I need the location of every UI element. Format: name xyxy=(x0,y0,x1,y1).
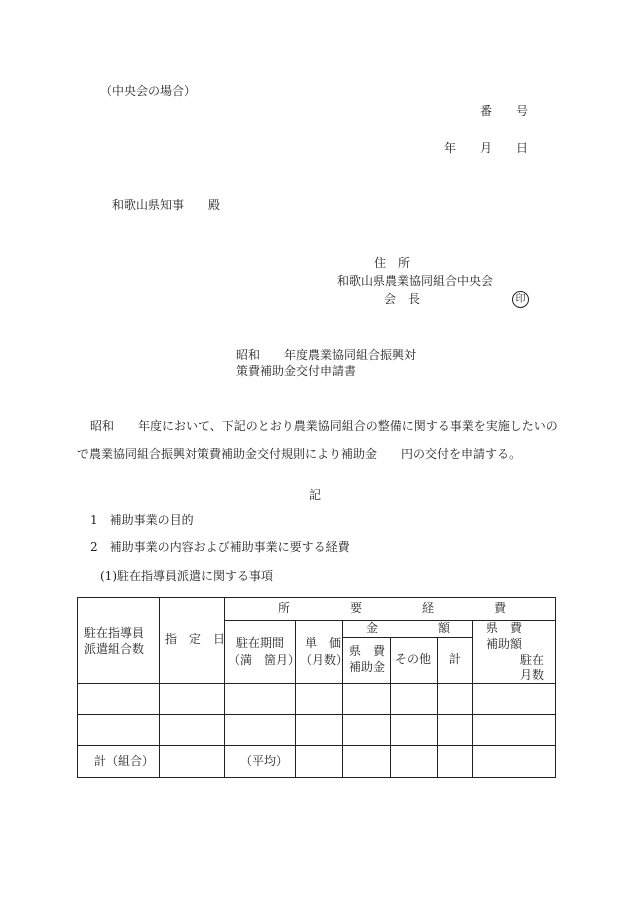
col-subsidy-line3: 駐在 xyxy=(520,653,545,667)
col-other: その他 xyxy=(395,652,432,666)
date-label: 年 月 日 xyxy=(444,141,529,155)
col-period-line2: （満 箇月） xyxy=(228,653,301,667)
col-union-line1: 駐在指導員 xyxy=(84,626,145,640)
item-2: 2 補助事業の内容および補助事業に要する経費 xyxy=(90,540,350,554)
number-label: 番 号 xyxy=(480,104,529,118)
col-unit-line2: （月数） xyxy=(300,653,349,667)
col-pref-line2: 補助金 xyxy=(349,660,386,674)
document-title-line1: 昭和 年度農業協同組合振興対 xyxy=(236,348,417,362)
footer-total: 計（組合） xyxy=(94,754,155,768)
group-expense: 所 要 経 費 xyxy=(278,601,507,615)
col-subsidy-line2: 補助額 xyxy=(486,637,523,651)
applicant-org: 和歌山県農業協同組合中央会 xyxy=(337,274,494,288)
ki-heading: 記 xyxy=(309,488,322,502)
body-line1: 昭和 年度において、下記のとおり農業協同組合の整備に関する事業を実施したいの xyxy=(90,419,558,433)
col-subsidy-line1: 県 費 xyxy=(486,621,523,635)
body-line2: で農業協同組合振興対策費補助金交付規則により補助金 円の交付を申請する。 xyxy=(77,447,522,461)
chair-label: 会 長 xyxy=(384,292,421,306)
col-unit-line1: 単 価 xyxy=(305,636,342,650)
case-note: （中央会の場合） xyxy=(100,84,197,98)
addressee: 和歌山県知事 殿 xyxy=(112,198,221,212)
col-date: 指 定 日 xyxy=(165,632,226,646)
col-pref-line1: 県 費 xyxy=(349,644,386,658)
address-label: 住 所 xyxy=(374,256,411,270)
item-1: 1 補助事業の目的 xyxy=(90,513,194,527)
col-union-line2: 派遣組合数 xyxy=(84,642,145,656)
col-total: 計 xyxy=(449,652,462,666)
seal-mark: 印 xyxy=(512,291,529,308)
group-amount: 金 額 xyxy=(366,621,451,635)
col-subsidy-line4: 月数 xyxy=(520,668,545,682)
sub-item-1: (1)駐在指導員派遣に関する事項 xyxy=(100,569,273,583)
col-period-line1: 駐在期間 xyxy=(236,636,285,650)
table-border xyxy=(78,598,556,778)
footer-average: （平均） xyxy=(240,754,289,768)
document-title-line2: 策費補助金交付申請書 xyxy=(236,364,357,378)
